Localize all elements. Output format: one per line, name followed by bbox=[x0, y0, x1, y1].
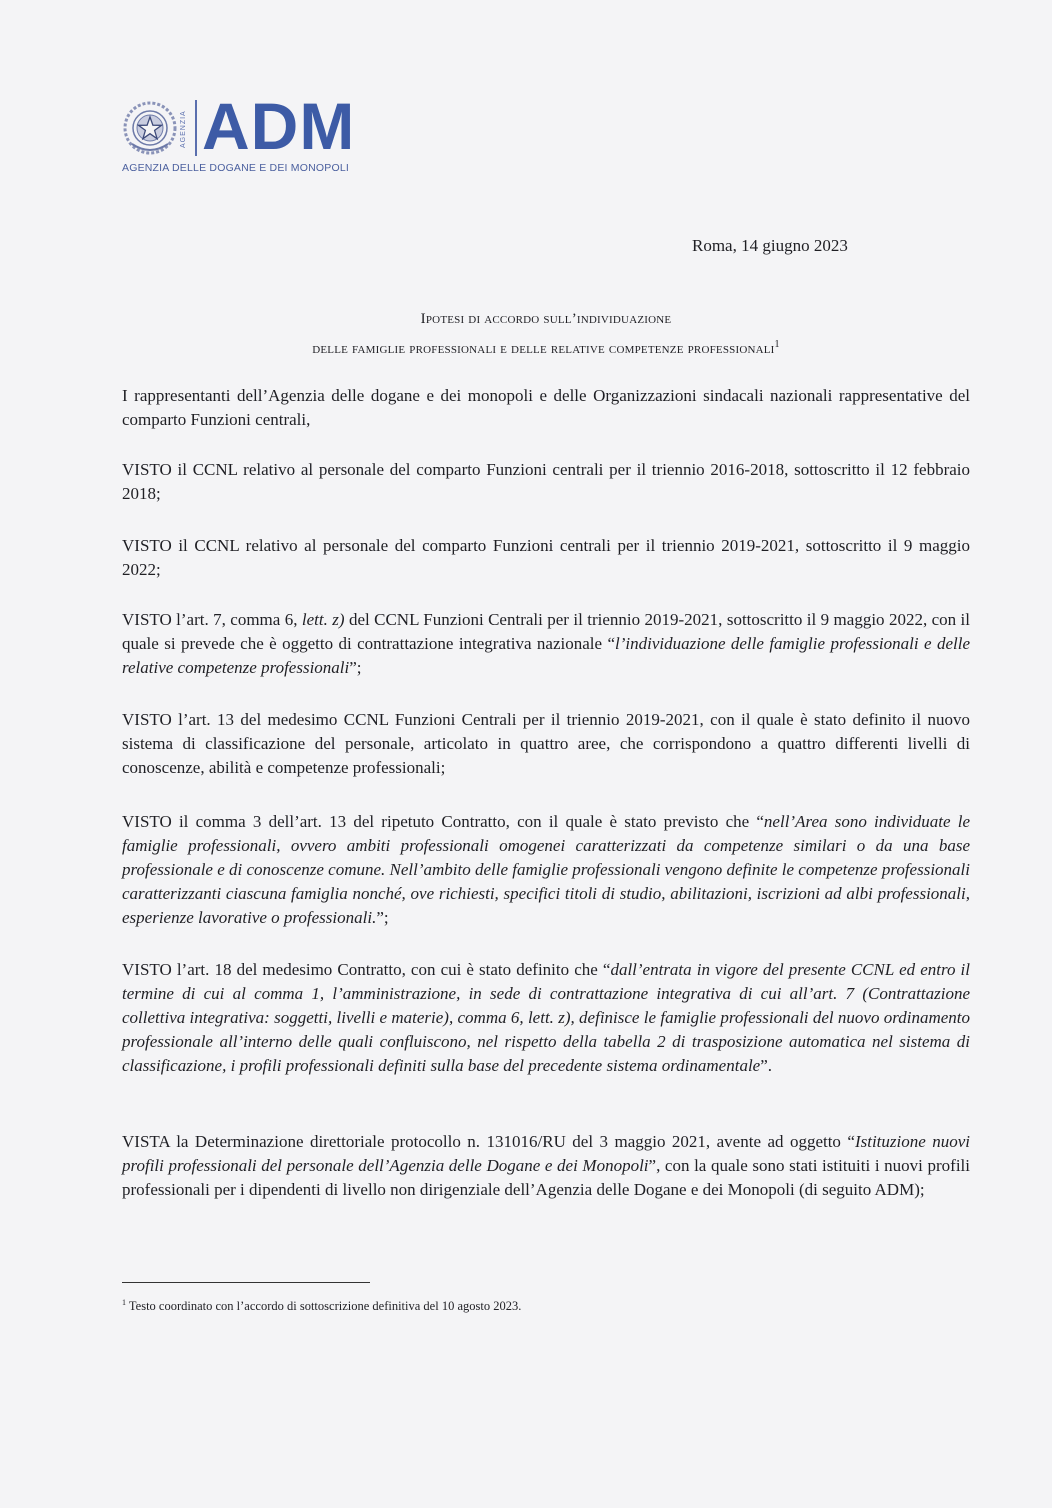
logo-subtitle: AGENZIA DELLE DOGANE E DEI MONOPOLI bbox=[122, 162, 349, 174]
footnote: $^1$ Testo coordinato con l’accordo di sottoscrizione definitiva del 10 agosto 2023. bbox=[122, 1298, 522, 1314]
logo-vertical-text: AGENZIA bbox=[180, 110, 187, 148]
paragraph-visto-art-13: VISTO l’art. 13 del medesimo CCNL Funzioni Centrali per il triennio 2019-2021, con il quale è stato definito il nuovo sistema di classificazione del personale, articolato in quattro aree, che corrispondono a quattro differenti livelli di conoscenze, abilità e competenze professionali; bbox=[122, 710, 970, 777]
paragraph-vista-determinazione: VISTA la Determinazione direttoriale protocollo n. 131016/RU del 3 maggio 2021, avente ad oggetto “Istituzione nuovi profili professionali del personale dell’Agenzia delle Dogane e dei Monopoli”, con la quale sono stati istituiti i nuovi profili professionali per i dipendenti di livello non dirigenziale dell’Agenzia delle Dogane e dei Monopoli (di seguito ADM); bbox=[122, 1132, 970, 1199]
paragraph-visto-ccnl-2019: VISTO il CCNL relativo al personale del comparto Funzioni centrali per il triennio 2019-2021, sottoscritto il 9 maggio 2022; bbox=[122, 536, 970, 579]
logo-divider bbox=[195, 100, 197, 156]
paragraph-visto-art-18: VISTO l’art. 18 del medesimo Contratto, con cui è stato definito che “dall’entrata in vigore del presente CCNL ed entro il termine di cui al comma 1, l’amministrazione, in sede di contrattazione integrativa di cui all’art. 7 (Contrattazione collettiva integrativa: soggetti, livelli e materie), comma 6, lett. z), definisce le famiglie professionali del nuovo ordinamento professionale all’interno delle quali confluiscono, nel rispetto della tabella 2 di trasposizione automatica nel sistema di classificazione, i profili professionali definiti sulla base del precedente sistema ordinamentale”. bbox=[122, 960, 970, 1075]
paragraph-visto-ccnl-2016: VISTO il CCNL relativo al personale del comparto Funzioni centrali per il triennio 2016-2018, sottoscritto il 12 febbraio 2018; bbox=[122, 460, 970, 503]
footnote-separator bbox=[122, 1282, 370, 1283]
logo-wordmark: ADM bbox=[202, 89, 356, 163]
italian-republic-emblem-icon bbox=[122, 100, 178, 156]
footnote-ref: 1 bbox=[774, 339, 780, 350]
paragraph-intro: I rappresentanti dell’Agenzia delle dogane e dei monopoli e delle Organizzazioni sindacali nazionali rappresentative del comparto Funzioni centrali, bbox=[122, 386, 970, 429]
document-date: Roma, 14 giugno 2023 bbox=[692, 236, 848, 255]
paragraph-visto-art-7: VISTO l’art. 7, comma 6, lett. z) del CCNL Funzioni Centrali per il triennio 2019-2021, sottoscritto il 9 maggio 2022, con il quale si prevede che è oggetto di contrattazione integrativa nazionale “l’individuazione delle famiglie professionali e delle relative competenze professionali”; bbox=[122, 610, 970, 677]
document-title-line-1: Ipotesi di accordo sull’individuazione bbox=[420, 311, 672, 327]
paragraph-visto-comma-3: VISTO il comma 3 dell’art. 13 del ripetuto Contratto, con il quale è stato previsto che “nell’Area sono individuate le famiglie professionali, ovvero ambiti professionali omogenei caratterizzati da competenze similari o da una base professionale e di conoscenze comune. Nell’ambito delle famiglie professionali vengono definite le competenze professionali caratterizzanti ciascuna famiglia nonché, ove richiesti, specifici titoli di studio, abilitazioni, iscrizioni ad albi professionali, esperienze lavorative o professionali.”; bbox=[122, 812, 970, 927]
document-title-line-2: delle famiglie professionali e delle relative competenze professionali$^1$ bbox=[312, 339, 780, 357]
adm-logo bbox=[122, 89, 382, 180]
